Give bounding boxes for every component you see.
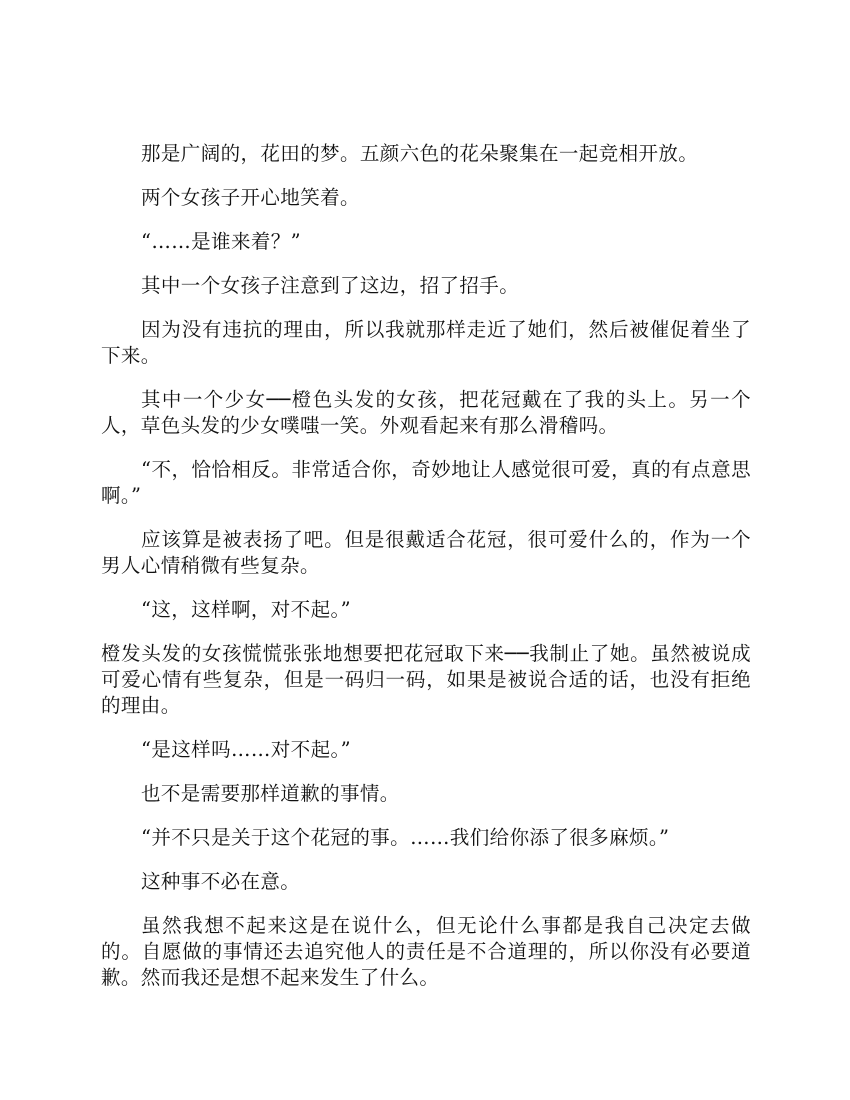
paragraph: “并不只是关于这个花冠的事。……我们给你添了很多麻烦。” [141, 826, 670, 849]
paragraph: “这，这样啊，对不起。” [141, 598, 351, 621]
paragraph: 两个女孩子开心地笑着。 [141, 186, 360, 209]
paragraph: 那是广阔的，花田的梦。五颜六色的花朵聚集在一起竞相开放。 [141, 142, 699, 165]
paragraph: “是这样吗……对不起。” [141, 738, 351, 761]
paragraph: “……是谁来着？” [141, 230, 302, 253]
paragraph: 也不是需要那样道歉的事情。 [141, 782, 400, 805]
paragraph: “不，恰恰相反。非常适合你，奇妙地让人感觉很可爱，真的有点意思啊。” [101, 458, 751, 507]
paragraph: 因为没有违抗的理由，所以我就那样走近了她们，然后被催促着坐了下来。 [101, 318, 751, 367]
paragraph: 虽然我想不起来这是在说什么，但无论什么事都是我自己决定去做的。自愿做的事情还去追究他人的责任是不合道理的，所以你没有必要道歉。然而我还是想不起来发生了什么。 [101, 914, 751, 989]
paragraph: 其中一个女孩子注意到了这边，招了招手。 [141, 274, 520, 297]
paragraph: 这种事不必在意。 [141, 870, 301, 893]
paragraph: 橙发头发的女孩慌慌张张地想要把花冠取下来──我制止了她。虽然被说成可爱心情有些复杂，但是一码归一码，如果是被说合适的话，也没有拒绝的理由。 [101, 642, 751, 717]
paragraph: 应该算是被表扬了吧。但是很戴适合花冠，很可爱什么的，作为一个男人心情稍微有些复杂。 [101, 528, 751, 577]
paragraph: 其中一个少女──橙色头发的女孩，把花冠戴在了我的头上。另一个人，草色头发的少女噗嗤一笑。外观看起来有那么滑稽吗。 [101, 388, 751, 437]
document-page [101, 141, 751, 1009]
